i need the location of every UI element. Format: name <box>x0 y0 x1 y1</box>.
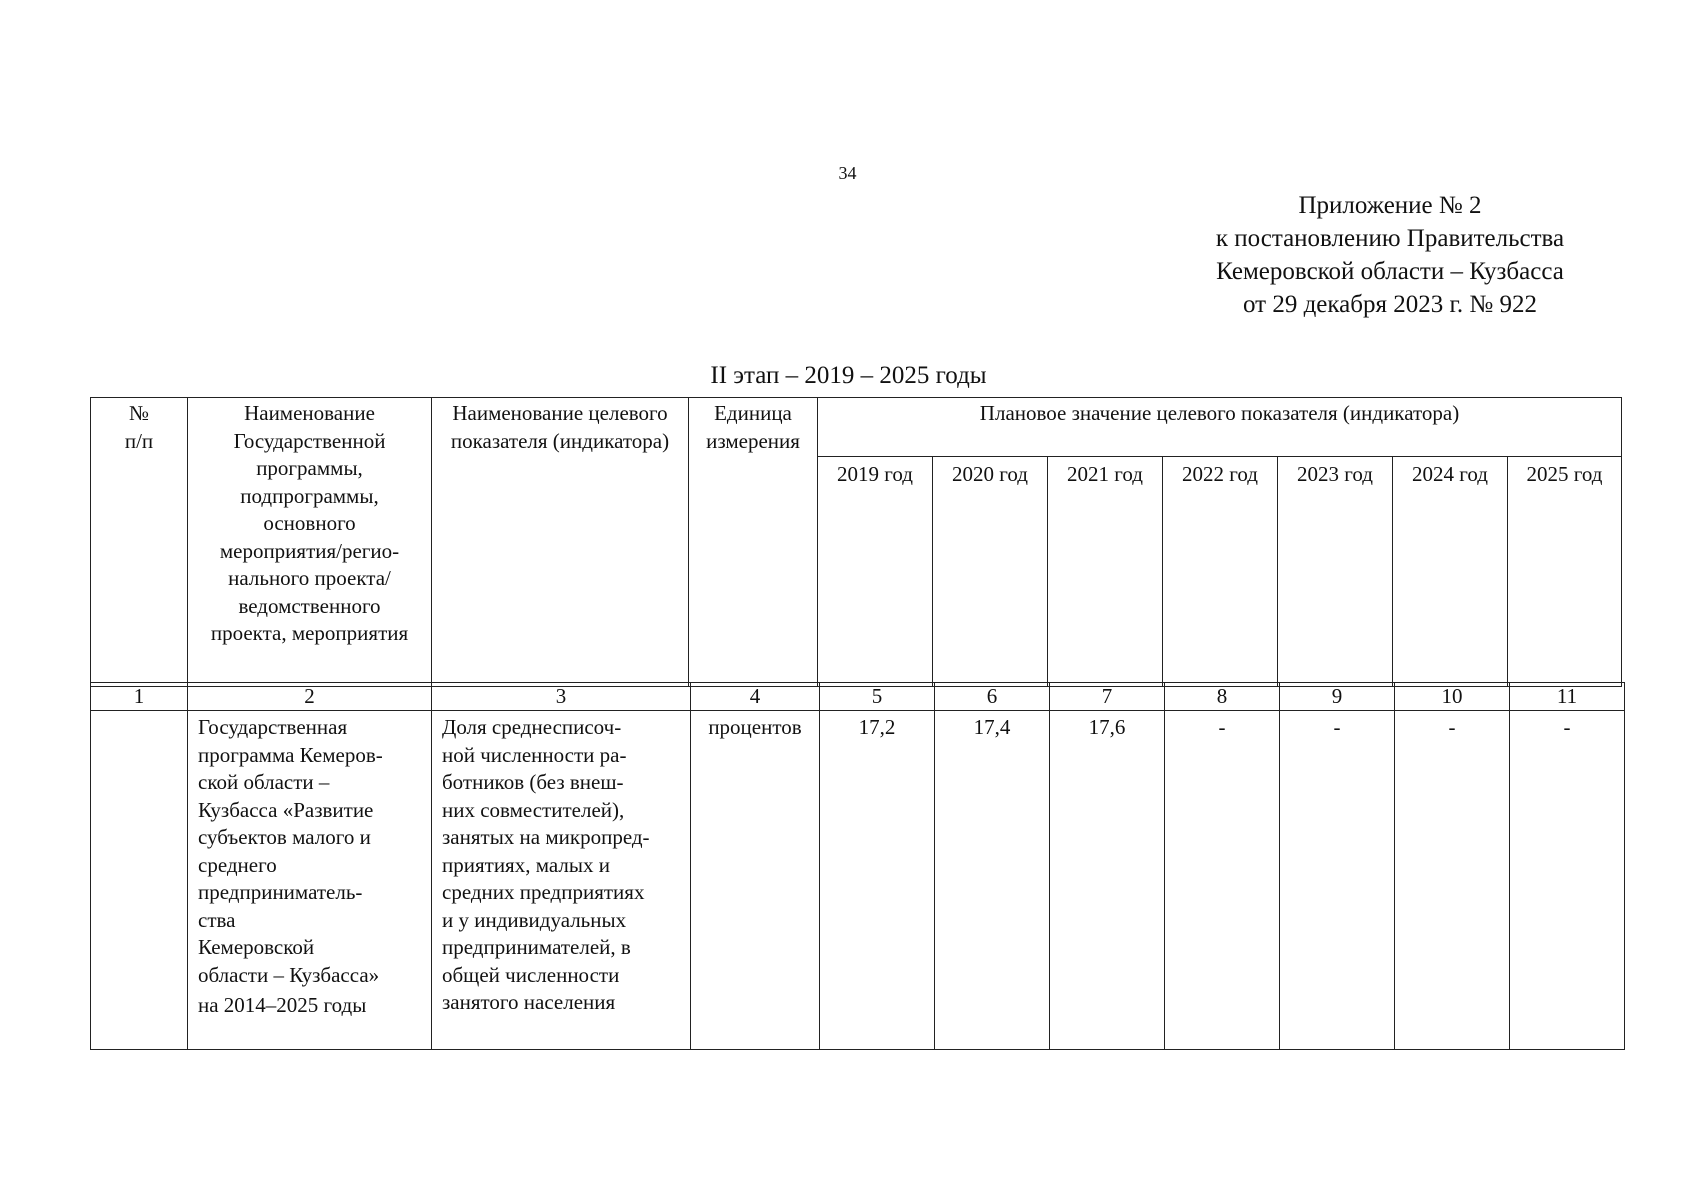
indicator-line: и у индивидуальных <box>442 907 627 932</box>
row-value-2021: 17,6 <box>1050 711 1165 1050</box>
row-value-2024: - <box>1395 711 1510 1050</box>
row-program-name <box>188 711 432 1050</box>
header-num-line-1: № <box>128 401 150 425</box>
indicator-line: предпринимателей, в <box>442 935 631 959</box>
row-value-2019: 17,2 <box>820 711 935 1050</box>
appendix-line-3: Кемеровской области – Кузбасса <box>1216 258 1564 285</box>
program-line: Кемеровской <box>198 935 315 959</box>
header-year-2021: 2021 год <box>1048 457 1163 687</box>
row-unit: процентов <box>691 711 820 1050</box>
indicator-table-header <box>90 397 1622 687</box>
program-line: Государственная <box>198 715 348 739</box>
header-num <box>91 398 188 687</box>
appendix-line-2: к постановлению Правительства <box>1215 225 1565 252</box>
header-program-name: Наименование Государственной программы, подпрограммы, основного мероприятия/регио- нального проекта/ ведомственного проекта, мероприятия <box>188 398 432 687</box>
page-number: 34 <box>838 163 857 183</box>
program-line: Кузбасса «Развитие <box>198 797 374 822</box>
program-line: субъектов малого и <box>198 825 371 849</box>
indicator-line: приятиях, малых и <box>442 852 610 877</box>
stage-title: II этап – 2019 – 2025 годы <box>710 362 987 389</box>
row-indicator-name <box>432 711 691 1050</box>
column-number: 2 <box>188 683 432 711</box>
header-year-2020: 2020 год <box>933 457 1048 687</box>
program-line: области – Кузбасса» <box>198 962 380 987</box>
row-num <box>91 711 188 1050</box>
indicator-line: ботников (без внеш- <box>442 770 624 794</box>
indicator-line: средних предприятиях <box>442 880 645 904</box>
indicator-table-body <box>90 682 1625 1050</box>
header-year-2025: 2025 год <box>1508 457 1622 687</box>
column-number-row <box>91 683 1625 711</box>
program-line: на 2014–2025 годы <box>198 993 367 1017</box>
column-number: 1 <box>91 683 188 711</box>
column-number: 5 <box>820 683 935 711</box>
appendix-line-4: от 29 декабря 2023 г. № 922 <box>1242 291 1538 318</box>
column-number: 7 <box>1050 683 1165 711</box>
indicator-line: занятого населения <box>442 990 616 1014</box>
program-line: программа Кемеров- <box>198 742 383 767</box>
column-number: 4 <box>691 683 820 711</box>
table-row <box>91 711 1625 1050</box>
appendix-line-1: Приложение № 2 <box>1298 192 1482 219</box>
appendix-block <box>1160 189 1620 321</box>
program-line: предприниматель- <box>198 880 363 904</box>
row-value-2020: 17,4 <box>935 711 1050 1050</box>
row-value-2023: - <box>1280 711 1395 1050</box>
indicator-line: ной численности ра- <box>442 742 627 767</box>
header-year-2024: 2024 год <box>1393 457 1508 687</box>
row-value-2022: - <box>1165 711 1280 1050</box>
program-line: ства <box>198 907 236 932</box>
column-number: 10 <box>1395 683 1510 711</box>
indicator-line: них совместителей), <box>442 797 625 822</box>
column-number: 8 <box>1165 683 1280 711</box>
header-year-2022: 2022 год <box>1163 457 1278 687</box>
header-num-line-2: п/п <box>124 428 154 453</box>
column-number: 11 <box>1510 683 1625 711</box>
indicator-line: общей численности <box>442 962 620 987</box>
indicator-line: Доля среднесписоч- <box>442 715 622 739</box>
column-number: 3 <box>432 683 691 711</box>
row-value-2025: - <box>1510 711 1625 1050</box>
program-line: среднего <box>198 852 277 877</box>
header-unit: Единица измерения <box>689 398 818 687</box>
header-year-2019: 2019 год <box>818 457 933 687</box>
column-number: 9 <box>1280 683 1395 711</box>
header-planned-value: Плановое значение целевого показателя (индикатора) <box>818 398 1622 457</box>
indicator-line: занятых на микропред- <box>442 825 650 849</box>
header-year-2023: 2023 год <box>1278 457 1393 687</box>
program-line: ской области – <box>198 770 330 794</box>
column-number: 6 <box>935 683 1050 711</box>
header-indicator-name: Наименование целевого показателя (индикатора) <box>432 398 689 687</box>
